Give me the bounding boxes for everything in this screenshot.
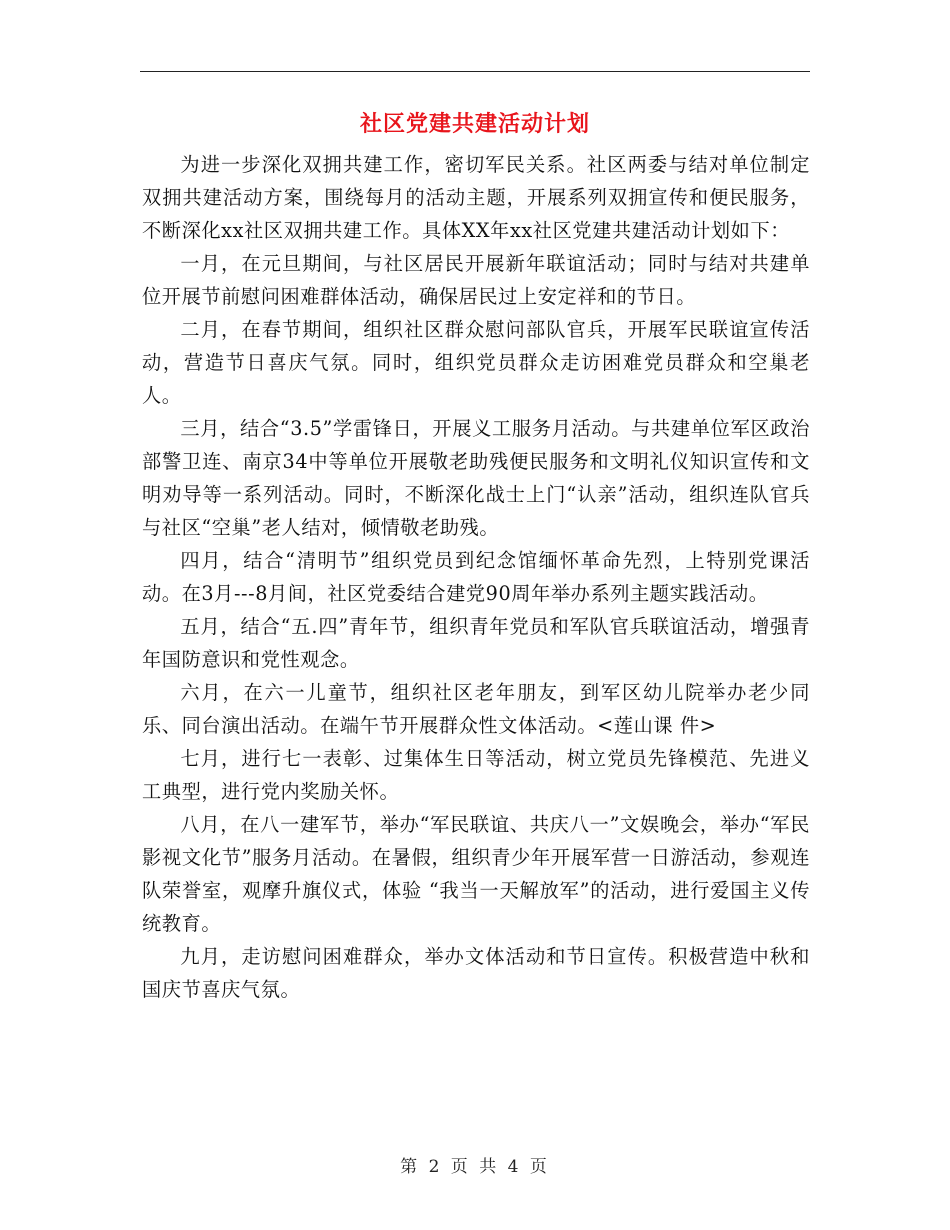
document-body	[142, 148, 810, 1006]
paragraph-may: 五月，结合“五.四”青年节，组织青年党员和军队官兵联谊活动，增强青年国防意识和党性观念。	[142, 615, 810, 671]
page-footer: 第 2 页 共 4 页	[400, 1157, 550, 1177]
header-rule	[140, 71, 810, 72]
paragraph-july: 七月，进行七一表彰、过集体生日等活动，树立党员先锋模范、先进义工典型，进行党内奖励关怀。	[142, 747, 810, 803]
paragraph-february: 二月，在春节期间，组织社区群众慰问部队官兵，开展军民联谊宣传活动，营造节日喜庆气氛。同时，组织党员群众走访困难党员群众和空巢老人。	[142, 318, 810, 407]
paragraph-august: 八月，在八一建军节，举办“军民联谊、共庆八一”文娱晚会，举办“军民影视文化节”服务月活动。在暑假，组织青少年开展军营一日游活动，参观连队荣誉室，观摩升旗仪式，体验 “我当一天解放军”的活动，进行爱国主义传统教育。	[142, 813, 810, 935]
paragraph-september: 九月，走访慰问困难群众，举办文体活动和节日宣传。积极营造中秋和国庆节喜庆气氛。	[142, 945, 810, 1001]
paragraph-june: 六月，在六一儿童节，组织社区老年朋友，到军区幼儿院举办老少同乐、同台演出活动。在端午节开展群众性文体活动。<莲山课 件>	[142, 681, 810, 737]
paragraph-intro: 为进一步深化双拥共建工作，密切军民关系。社区两委与结对单位制定双拥共建活动方案，围绕每月的活动主题，开展系列双拥宣传和便民服务，不断深化xx社区双拥共建工作。具体XX年xx社区党建共建活动计划如下：	[142, 153, 810, 242]
document-title: 社区党建共建活动计划	[359, 111, 590, 137]
paragraph-march: 三月，结合“3.5”学雷锋日，开展义工服务月活动。与共建单位军区政治部警卫连、南京34中等单位开展敬老助残便民服务和文明礼仪知识宣传和文明劝导等一系列活动。同时，不断深化战士上门“认亲”活动，组织连队官兵与社区“空巢”老人结对，倾情敬老助残。	[142, 417, 810, 539]
paragraph-january: 一月，在元旦期间，与社区居民开展新年联谊活动；同时与结对共建单位开展节前慰问困难群体活动，确保居民过上安定祥和的节日。	[142, 252, 810, 308]
paragraph-april: 四月，结合“清明节”组织党员到纪念馆缅怀革命先烈，上特别党课活动。在3月---8月间，社区党委结合建党90周年举办系列主题实践活动。	[142, 549, 810, 605]
